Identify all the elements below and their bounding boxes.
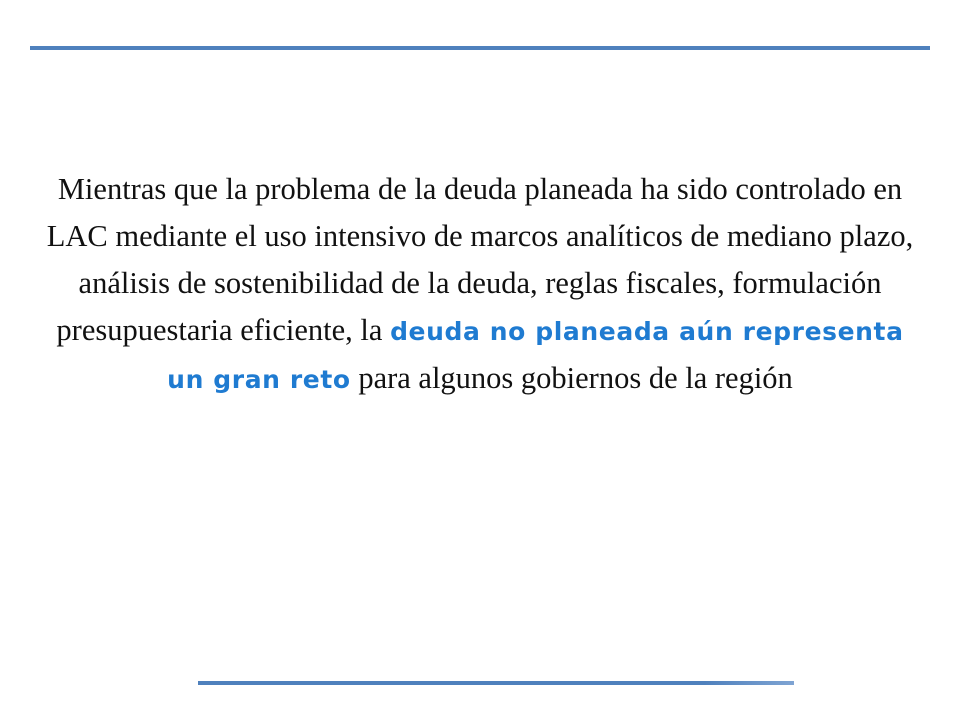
slide-body-text — [40, 166, 920, 403]
body-text-after: para algunos gobiernos de la región — [350, 361, 793, 395]
highlighted-phrase: deuda no planeada aún representa un gran reto — [167, 317, 904, 394]
body-text-before: Mientras que la problema de la deuda planeada ha sido controlado en LAC mediante el uso intensivo de marcos analíticos de mediano plazo, análisis de sostenibilidad de la deuda, reglas fiscales, formulación presupuestaria eficiente, la — [46, 172, 914, 347]
top-divider — [30, 46, 930, 50]
bottom-divider — [198, 681, 794, 685]
